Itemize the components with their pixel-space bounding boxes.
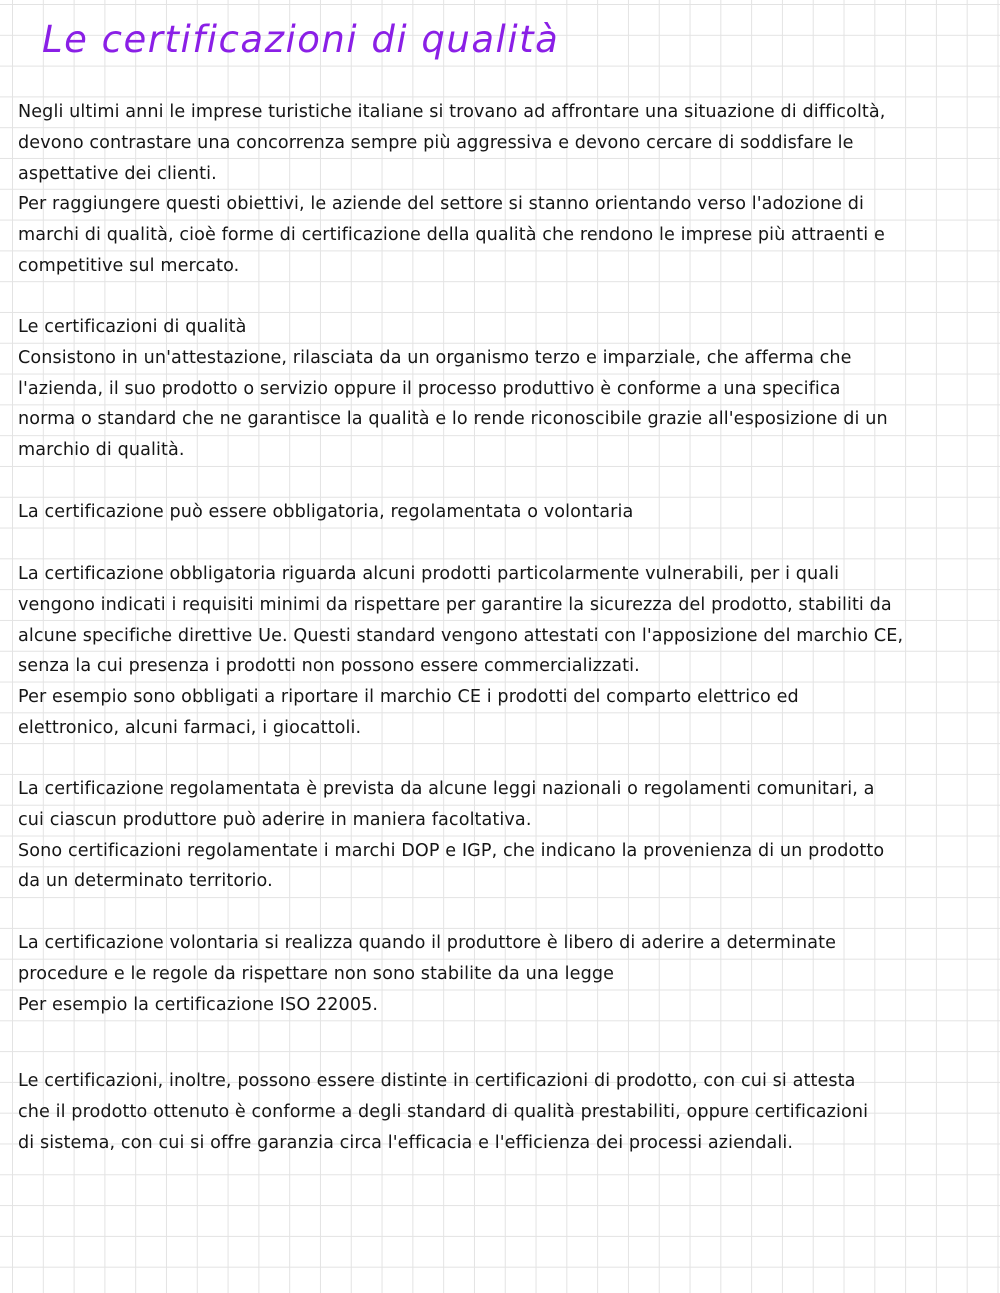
text-line: marchi di qualità, cioè forme di certificazione della qualità che rendono le imprese più attraenti e [18,225,885,246]
text-line: Sono certificazioni regolamentate i marchi DOP e IGP, che indicano la provenienza di un prodotto [18,840,885,861]
text-line: l'azienda, il suo prodotto o servizio oppure il processo produttivo è conforme a una specifica [18,378,841,399]
text-line: La certificazione può essere obbligatoria, regolamentata o volontaria [18,502,634,522]
text-line: La certificazione obbligatoria riguarda alcuni prodotti particolarmente vulnerabili, per i quali [18,564,840,584]
text-line: vengono indicati i requisiti minimi da rispettare per garantire la sicurezza del prodotto, stabiliti da [18,594,892,615]
text-line: aspettative dei clienti. [18,163,217,184]
text-line: Le certificazioni, inoltre, possono essere distinte in certificazioni di prodotto, con cui si attesta [18,1071,856,1091]
text-line: La certificazione regolamentata è prevista da alcune leggi nazionali o regolamenti comunitari, a [18,779,875,799]
text-line: da un determinato territorio. [18,871,273,892]
mandatory-paragraph [18,559,993,744]
text-line: senza la cui presenza i prodotti non possono essere commercializzati. [18,656,640,677]
text-line: Negli ultimi anni le imprese turistiche italiane si trovano ad affrontare una situazione di difficoltà, [18,102,886,122]
text-line: Consistono in un'attestazione, rilasciata da un organismo terzo e imparziale, che afferma che [18,347,852,368]
text-line: competitive sul mercato. [18,255,240,276]
text-line: che il prodotto ottenuto è conforme a degli standard di qualità prestabiliti, oppure certificazioni [18,1101,869,1122]
definition-section [18,312,993,466]
text-line: devono contrastare una concorrenza sempre più aggressiva e devono cercare di soddisfare le [18,132,854,153]
text-line: Per esempio sono obbligati a riportare il marchio CE i prodotti del comparto elettrico ed [18,687,799,708]
voluntary-paragraph [18,928,993,1020]
section-heading: Le certificazioni di qualità [18,317,247,337]
intro-paragraph [18,97,993,282]
text-line: procedure e le regole da rispettare non sono stabilite da una legge [18,963,615,984]
text-line: elettronico, alcuni farmaci, i giocattoli. [18,717,362,738]
text-line: marchio di qualità. [18,440,185,461]
text-line: cui ciascun produttore può aderire in maniera facoltativa. [18,809,532,830]
product-system-paragraph [18,1066,993,1158]
page-title: Le certificazioni di qualità [42,18,560,61]
text-line: Per esempio la certificazione ISO 22005. [18,994,379,1015]
text-line: Per raggiungere questi obiettivi, le aziende del settore si stanno orientando verso l'adozione di [18,194,864,215]
types-intro [18,497,993,528]
text-line: alcune specifiche direttive Ue. Questi standard vengono attestati con l'apposizione del marchio CE, [18,625,904,646]
text-line: La certificazione volontaria si realizza quando il produttore è libero di aderire a determinate [18,933,837,953]
text-line: di sistema, con cui si offre garanzia circa l'efficacia e l'efficienza dei processi aziendali. [18,1132,794,1153]
text-line: norma o standard che ne garantisce la qualità e lo rende riconoscibile grazie all'esposizione di un [18,409,888,430]
regulated-paragraph [18,774,993,897]
